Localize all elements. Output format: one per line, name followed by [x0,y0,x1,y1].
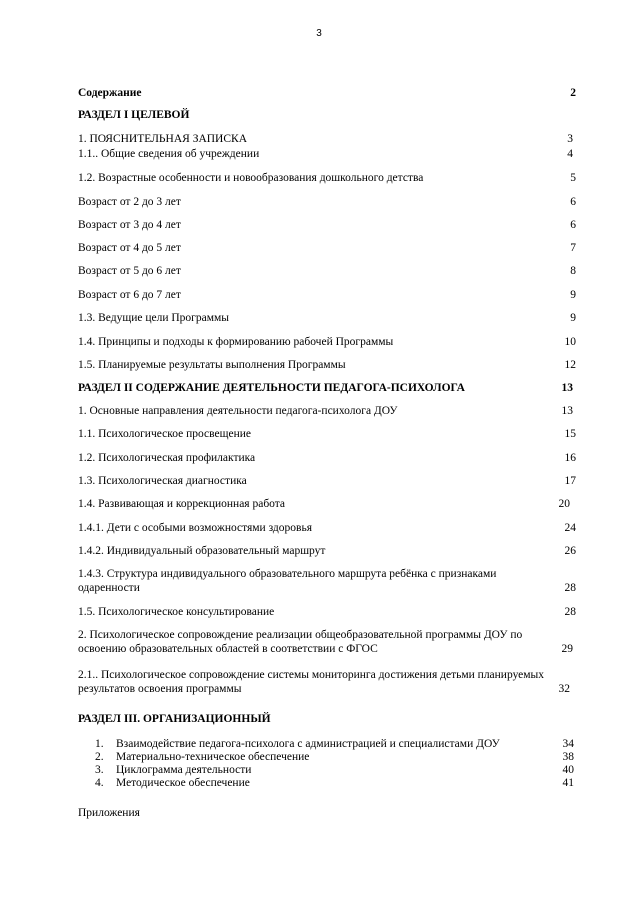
toc-text: РАЗДЕЛ III. ОРГАНИЗАЦИОННЫЙ [78,713,271,725]
toc-page: 7 [570,242,576,254]
toc-entry [78,521,576,535]
toc-entry [78,288,576,302]
toc-text: 1.5. Психологическое консультирование [78,606,275,618]
list-item-number: 3. [95,764,104,776]
list-item-text: Материально-техническое обеспечение [116,751,310,763]
toc-entry [78,451,576,465]
list-item-text: Циклограмма деятельности [116,764,252,776]
toc-entry [78,544,576,558]
toc-text: 1.1.. Общие сведения об учреждении [78,148,260,160]
toc-text: Возраст от 2 до 3 лет [78,196,181,208]
list-item-page: 41 [562,777,574,789]
list-item [78,764,576,777]
toc-entry [78,628,576,656]
toc-entry [78,218,576,232]
toc-text: 1. ПОЯСНИТЕЛЬНАЯ ЗАПИСКА [78,133,248,145]
toc-page: 6 [570,196,576,208]
toc-page: 10 [564,336,576,348]
section-3-list [78,738,576,790]
list-item-text: Методическое обеспечение [116,777,250,789]
toc-text: 1.3. Ведущие цели Программы [78,312,230,324]
toc-page: 9 [570,289,576,301]
toc-entry [78,404,576,418]
page-number: 3 [316,28,322,39]
toc-entry [78,567,576,595]
toc-entry [78,668,576,696]
toc-page: 8 [570,265,576,277]
toc-text: 1.2. Психологическая профилактика [78,452,256,464]
toc-page: 28 [564,606,576,618]
toc-page: 16 [564,452,576,464]
toc-text: Возраст от 6 до 7 лет [78,289,181,301]
list-item [78,738,576,751]
toc-entry [78,335,576,349]
list-item-number: 2. [95,751,104,763]
toc-page: 29 [561,643,573,655]
list-item-number: 1. [95,738,104,750]
toc-entry [78,427,576,441]
list-item [78,777,576,790]
toc-page: 3 [567,133,573,145]
toc-entry [78,132,576,146]
toc-text: Возраст от 4 до 5 лет [78,242,181,254]
toc-page: 24 [564,522,576,534]
toc-text: 1.4.1. Дети с особыми возможностями здоровья [78,522,312,534]
list-item-text: Взаимодействие педагога-психолога с администрацией и специалистами ДОУ [116,738,500,750]
toc-page: 28 [564,582,576,594]
toc-text: РАЗДЕЛ I ЦЕЛЕВОЙ [78,109,190,121]
toc-entry [78,605,576,619]
toc-page: 26 [564,545,576,557]
toc-text: 1.1. Психологическое просвещение [78,428,251,440]
toc-page: 9 [570,312,576,324]
toc-text: Возраст от 3 до 4 лет [78,219,181,231]
toc-text: 1.3. Психологическая диагностика [78,475,247,487]
toc-entry [78,171,576,185]
toc-text: Приложения [78,807,140,819]
toc-page: 13 [561,405,573,417]
toc-page: 2 [570,87,576,99]
toc-page: 32 [558,683,570,695]
toc-section-2 [78,381,576,395]
toc-entry [78,264,576,278]
toc-page: 12 [564,359,576,371]
toc-text: Содержание [78,87,142,99]
toc-contents [78,86,576,100]
toc-text: РАЗДЕЛ II СОДЕРЖАНИЕ ДЕЯТЕЛЬНОСТИ ПЕДАГОГА-ПСИХОЛОГА [78,382,465,394]
toc-page: 5 [570,172,576,184]
toc-page: 6 [570,219,576,231]
toc-text: 1.4. Развивающая и коррекционная работа [78,498,286,510]
toc-section-3 [78,712,576,726]
toc-text: 1.4. Принципы и подходы к формированию рабочей Программы [78,336,394,348]
toc-text: 1.2. Возрастные особенности и новообразования дошкольного детства [78,172,424,184]
toc-page: 20 [558,498,570,510]
toc-page: 4 [567,148,573,160]
toc-text: 2.1.. Психологическое сопровождение системы мониторинга достижения детьми планируемых результатов освоения программы [78,669,545,695]
list-item-number: 4. [95,777,104,789]
toc-page: 15 [564,428,576,440]
toc-page: 13 [561,382,573,394]
list-item-page: 38 [562,751,574,763]
toc-text: 1.5. Планируемые результаты выполнения Программы [78,359,346,371]
toc-page: 17 [564,475,576,487]
toc-text: 2. Психологическое сопровождение реализации общеобразовательной программы ДОУ по освоению образовательных областей в соответствии с ФГОС [78,629,523,655]
list-item-page: 40 [562,764,574,776]
toc-text: 1. Основные направления деятельности педагога-психолога ДОУ [78,405,398,417]
toc-entry [78,241,576,255]
toc-entry [78,497,576,511]
toc-text: Возраст от 5 до 6 лет [78,265,181,277]
toc-section-1 [78,108,576,122]
list-item [78,751,576,764]
toc-entry [78,474,576,488]
toc-appendix [78,806,576,820]
list-item-page: 34 [562,738,574,750]
toc-text: 1.4.3. Структура индивидуального образовательного маршрута ребёнка с признаками одаренности [78,568,497,594]
toc-entry [78,358,576,372]
toc-entry [78,147,576,161]
toc-entry [78,311,576,325]
toc-entry [78,195,576,209]
toc-text: 1.4.2. Индивидуальный образовательный маршрут [78,545,326,557]
